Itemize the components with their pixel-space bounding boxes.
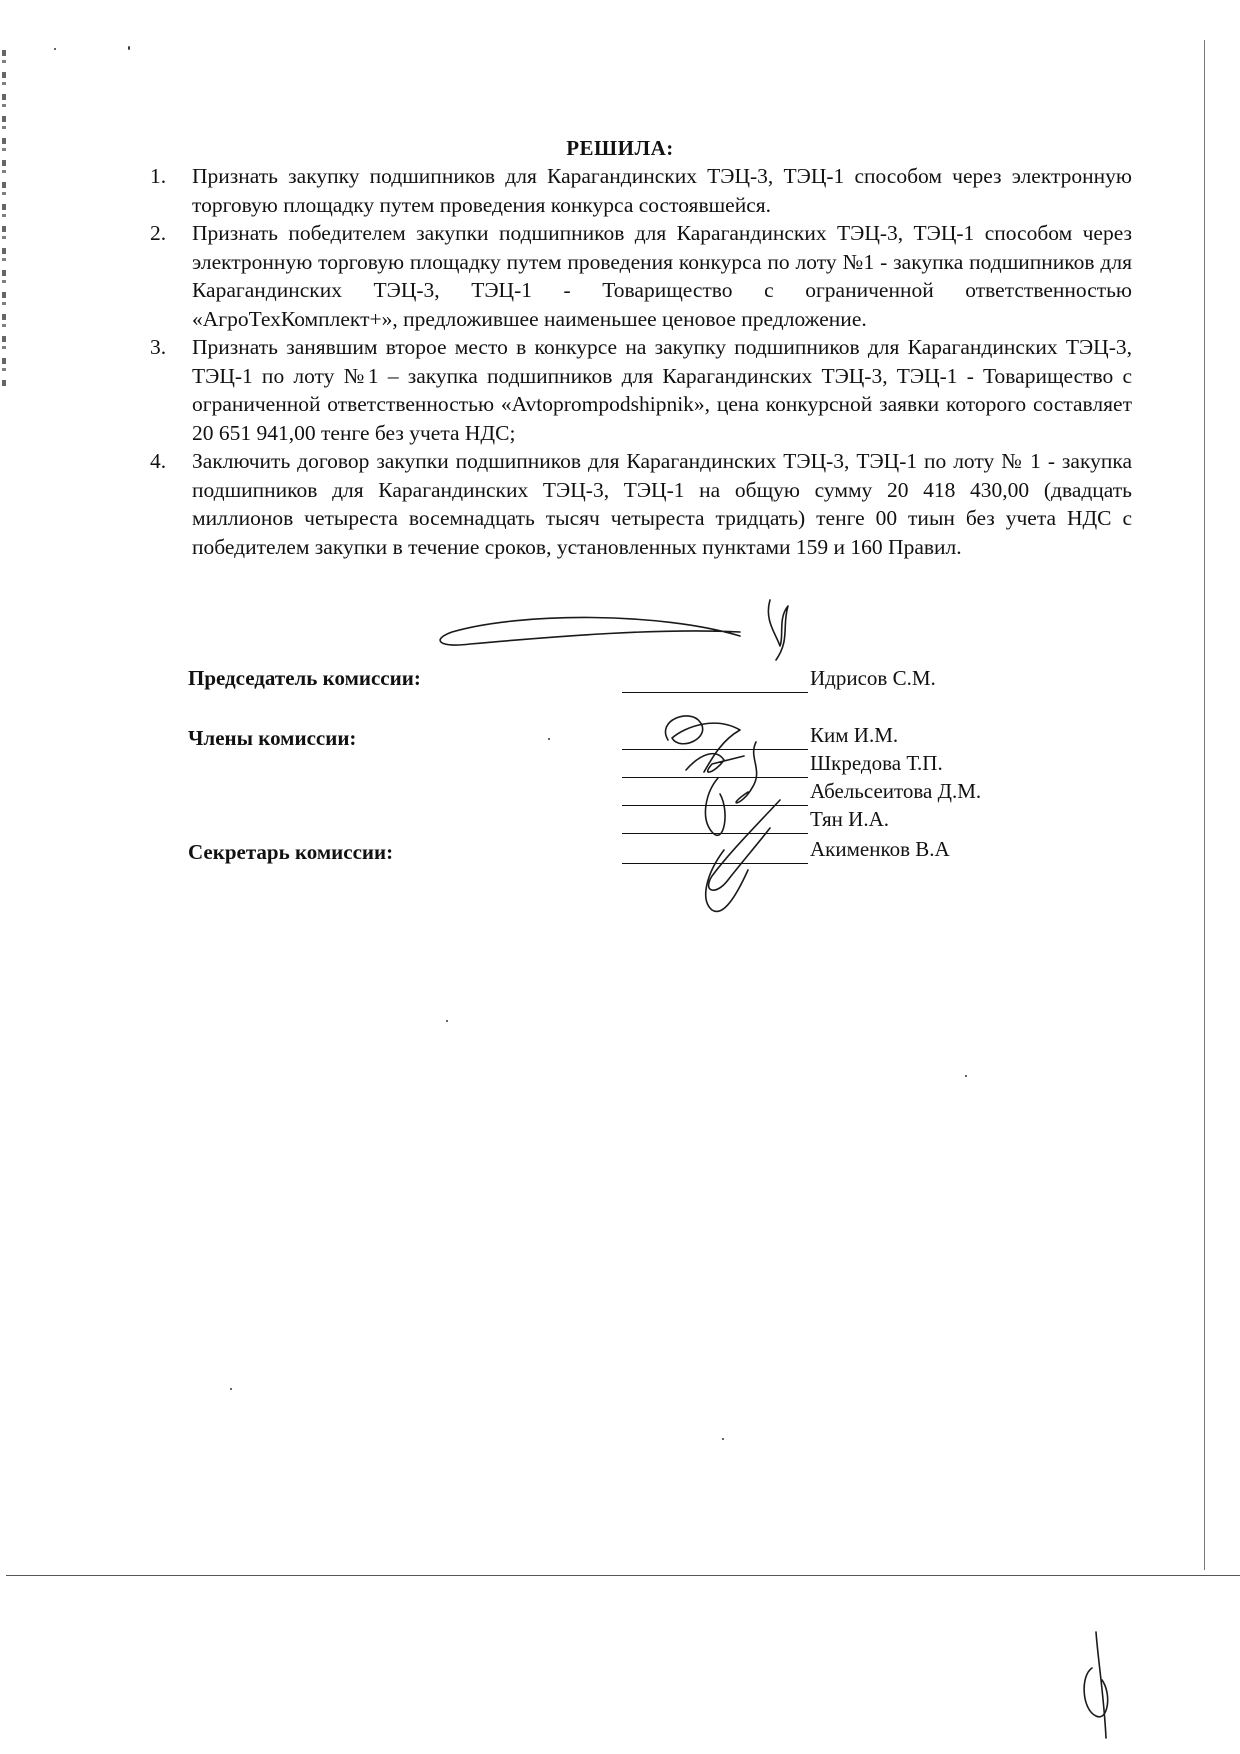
signature-line xyxy=(622,863,808,864)
member-name: Тян И.А. xyxy=(810,807,890,831)
member-name: Абельсеитова Д.М. xyxy=(810,779,982,803)
decision-heading: РЕШИЛА: xyxy=(566,136,674,160)
member-name: Шкредова Т.П. xyxy=(810,751,943,775)
decision-item-number: 4. xyxy=(150,449,167,473)
secretary-label: Секретарь комиссии: xyxy=(188,840,394,864)
signature-line xyxy=(622,833,808,834)
signature-line xyxy=(622,777,808,778)
decision-item-text: Признать закупку подшипников для Карагандинских ТЭЦ-3, ТЭЦ-1 способом через электронную торговую площадку путем проведения конкурса состоявшейся. xyxy=(192,164,1132,217)
member-name: Ким И.М. xyxy=(810,723,899,747)
signature-line xyxy=(622,692,808,693)
members-label: Члены комиссии: xyxy=(188,726,357,750)
decision-item-text: Заключить договор закупки подшипников для Карагандинских ТЭЦ-3, ТЭЦ-1 по лоту № 1 - закупка подшипников для Карагандинских ТЭЦ-3, ТЭЦ-1 на общую сумму 20 418 430,00 (двадцать миллионов четыреста восемнадцать тысяч четыреста тридцать) тенге 00 тиын без учета НДС с победителем закупки в течение сроков, установленных пунктами 159 и 160 Правил. xyxy=(192,449,1132,559)
decision-item-number: 3. xyxy=(150,335,167,359)
decision-item-number: 2. xyxy=(150,221,167,245)
signature-line xyxy=(622,805,808,806)
signature-line xyxy=(622,749,808,750)
decision-item-text: Признать занявшим второе место в конкурсе на закупку подшипников для Карагандинских ТЭЦ-3, ТЭЦ-1 по лоту №1 – закупка подшипников для Карагандинских ТЭЦ-3, ТЭЦ-1 - Товарищество с ограниченной ответственностью «Avtoprompodshipnik», цена конкурсной заявки которого составляет 20 651 941,00 тенге без учета НДС; xyxy=(192,335,1132,445)
decision-item-text: Признать победителем закупки подшипников для Карагандинских ТЭЦ-3, ТЭЦ-1 способом через электронную торговую площадку путем проведения конкурса по лоту №1 - закупка подшипников для Карагандинских ТЭЦ-3, ТЭЦ-1 - Товарищество с ограниченной ответственностью «АгроТехКомплект+», предложившее наименьшее ценовое предложение. xyxy=(192,221,1132,331)
chairman-name: Идрисов С.М. xyxy=(810,666,936,690)
chairman-label: Председатель комиссии: xyxy=(188,666,421,690)
decision-item-number: 1. xyxy=(150,164,167,188)
secretary-name: Акименков В.А xyxy=(810,837,950,861)
